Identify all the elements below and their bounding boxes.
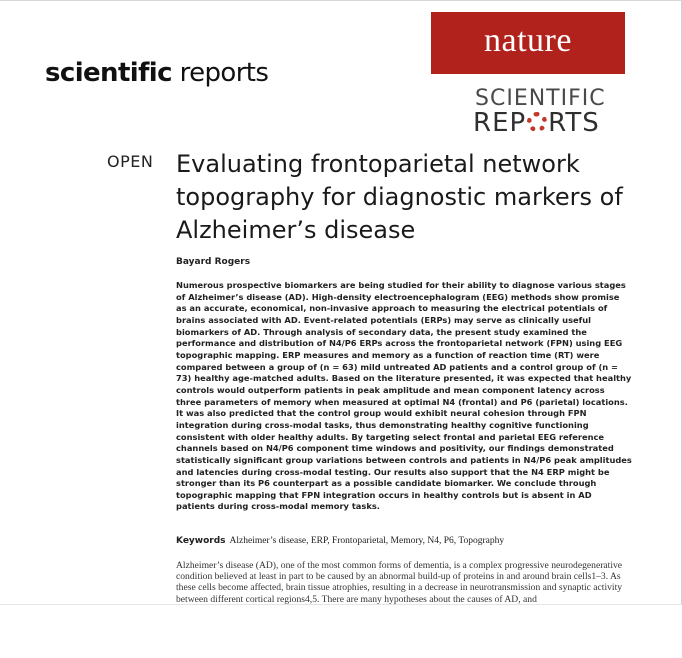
article-author: Bayard Rogers [176, 257, 251, 267]
body-intro-paragraph: Alzheimer’s disease (AD), one of the most common forms of dementia, is a complex progressive neurodegenerative condition believed at least in part to be caused by an abnormal build-up of proteins in and around brain cells1–3. As these cells become affected, brain tissue atrophies, resulting in a decrease in neurotransmission and synaptic activity between different cortical regions4,5. There are many hypotheses about the causes of AD, and [176, 560, 623, 605]
nature-logo [431, 12, 625, 74]
article-abstract: Numerous prospective biomarkers are being studied for their ability to diagnose various stages of Alzheimer’s disease (AD). High-density electroencephalogram (EEG) methods show promise as an accurate, economical, non-invasive approach to measuring the electrical potentials of brains associated with AD. Event-related potentials (ERPs) may serve as clinically useful biomarkers of AD. Through analysis of secondary data, the present study examined the performance and distribution of N4/P6 ERPs across the frontoparietal network (FPN) using EEG topographic mapping. ERP measures and memory as a function of reaction time (RT) were compared between a group of (n = 63) mild untreated AD patients and a control group of (n = 73) healthy age-matched adults. Based on the literature presented, it was expected that healthy controls would outperform patients in peak amplitude and mean component latency across three parameters of memory when measured at optimal N4 (frontal) and P6 (parietal) locations. It was also predicted that the control group would exhibit neural cohesion through FPN integration during cross-modal tasks, thus demonstrating healthy cognitive functioning consistent with older healthy adults. By targeting select frontal and parietal EEG reference channels based on N4/P6 component time windows and positivity, our findings demonstrated statistically significant group variations between controls and patients in N4/P6 peak amplitudes and latencies during cross-modal testing. Our results also support that the N4 ERP might be stronger than its P6 counterpart as a possible candidate biomarker. We conclude through topographic mapping that FPN integration occurs in healthy controls but is absent in AD patients during cross-modal memory tasks. [176, 280, 632, 512]
logo-text-rep: REP [473, 108, 527, 138]
keywords-list: Alzheimer’s disease, ERP, Frontoparietal, Memory, N4, P6, Topography [229, 536, 505, 546]
journal-wordmark [45, 58, 268, 88]
scientific-reports-logo-line1: SCIENTIFIC [475, 86, 606, 111]
cog-icon [527, 112, 547, 132]
wordmark-light: reports [179, 58, 269, 88]
logo-text-rts: RTS [548, 108, 600, 138]
open-access-label: OPEN [107, 152, 154, 171]
scientific-reports-logo-line2 [473, 108, 600, 138]
keywords-line [176, 535, 646, 546]
keywords-label: Keywords [176, 536, 226, 546]
article-title: Evaluating frontoparietal network topography for diagnostic markers of Alzheimer’s disease [176, 150, 623, 244]
nature-logo-text: nature [484, 22, 572, 59]
wordmark-bold: scientific [45, 58, 172, 88]
